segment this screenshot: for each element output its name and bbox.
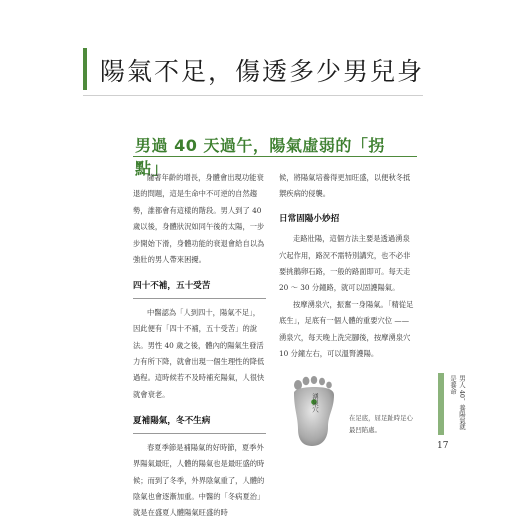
section-heading-rule	[133, 156, 417, 157]
section-heading: 男過 40 天過午，陽氣虛弱的「拐點」	[135, 136, 385, 178]
left-column	[133, 170, 266, 522]
paragraph-forty: 中醫認為「人到四十，陽氣不足」，因此便有「四十不補，五十受苦」的說法。男性 40 歲之後，體內的陽氣生發活力有所下降，就會出現一個生理性的降低過程。這時候若不及時補充陽氣，人很快就會衰老。	[133, 307, 265, 399]
paragraph-massage: 按摩湧泉穴，振奮一身陽氣。「精從足底生」，足底有一個人體的重要穴位 —— 湧泉穴，每天晚上洗完腳後，按摩湧泉穴 10 分鐘左右，可以溫腎護陽。	[279, 299, 414, 359]
intro-paragraph: 隨著年齡的增長，身體會出現功能衰退的問題，這是生命中不可逆的自然趨勢，誰都會有這樣的階段。男人到了 40 歲以後，身體狀況如同午後的太陽，一步步開始下滑，身體功能的衰退會給自以為強壯的男人帶來困擾。	[133, 173, 265, 265]
side-tab-bar	[438, 373, 444, 435]
figure-caption: 在足底，屈足趾時足心最凹陷處。	[349, 414, 413, 434]
chapter-title: 陽氣不足，傷透多少男兒身	[100, 57, 425, 86]
foot-illustration	[290, 375, 340, 447]
side-tab	[436, 373, 476, 435]
page-number: 17	[437, 441, 449, 451]
side-tab-text: 男人 40，養陽氣就是養命	[449, 375, 466, 430]
paragraph-walking: 走路壯陽，這個方法主要是透過湧泉穴起作用，路況不需特別講究，也不必非要挑鵝卵石路，一般的路面即可。每天走 20 ～ 30 分鐘路，就可以固護陽氣。	[279, 234, 411, 293]
paragraph-summer: 春夏季節是補陽氣的好時節，夏季外界陽氣最旺，人體的陽氣也是最旺盛的時候；而到了冬季，外界陰氣重了，人體的陰氣也會逐漸加重。中醫的「冬病夏治」就是在盛夏人體陽氣旺盛的時	[133, 442, 265, 518]
subheading-daily-tips: 日常固陽小妙招	[279, 213, 340, 224]
subheading-forty: 四十不補，五十受苦	[133, 278, 266, 298]
continued-paragraph: 候，將陽氣培養得更加旺盛，以便秋冬抵禦疾病的侵襲。	[279, 173, 411, 199]
title-divider	[83, 95, 423, 96]
subheading-summer: 夏補陽氣，冬不生病	[133, 413, 266, 433]
chapter-accent-bar	[83, 48, 87, 90]
right-column	[279, 170, 416, 362]
acupoint-label: 湧泉穴	[311, 393, 319, 413]
